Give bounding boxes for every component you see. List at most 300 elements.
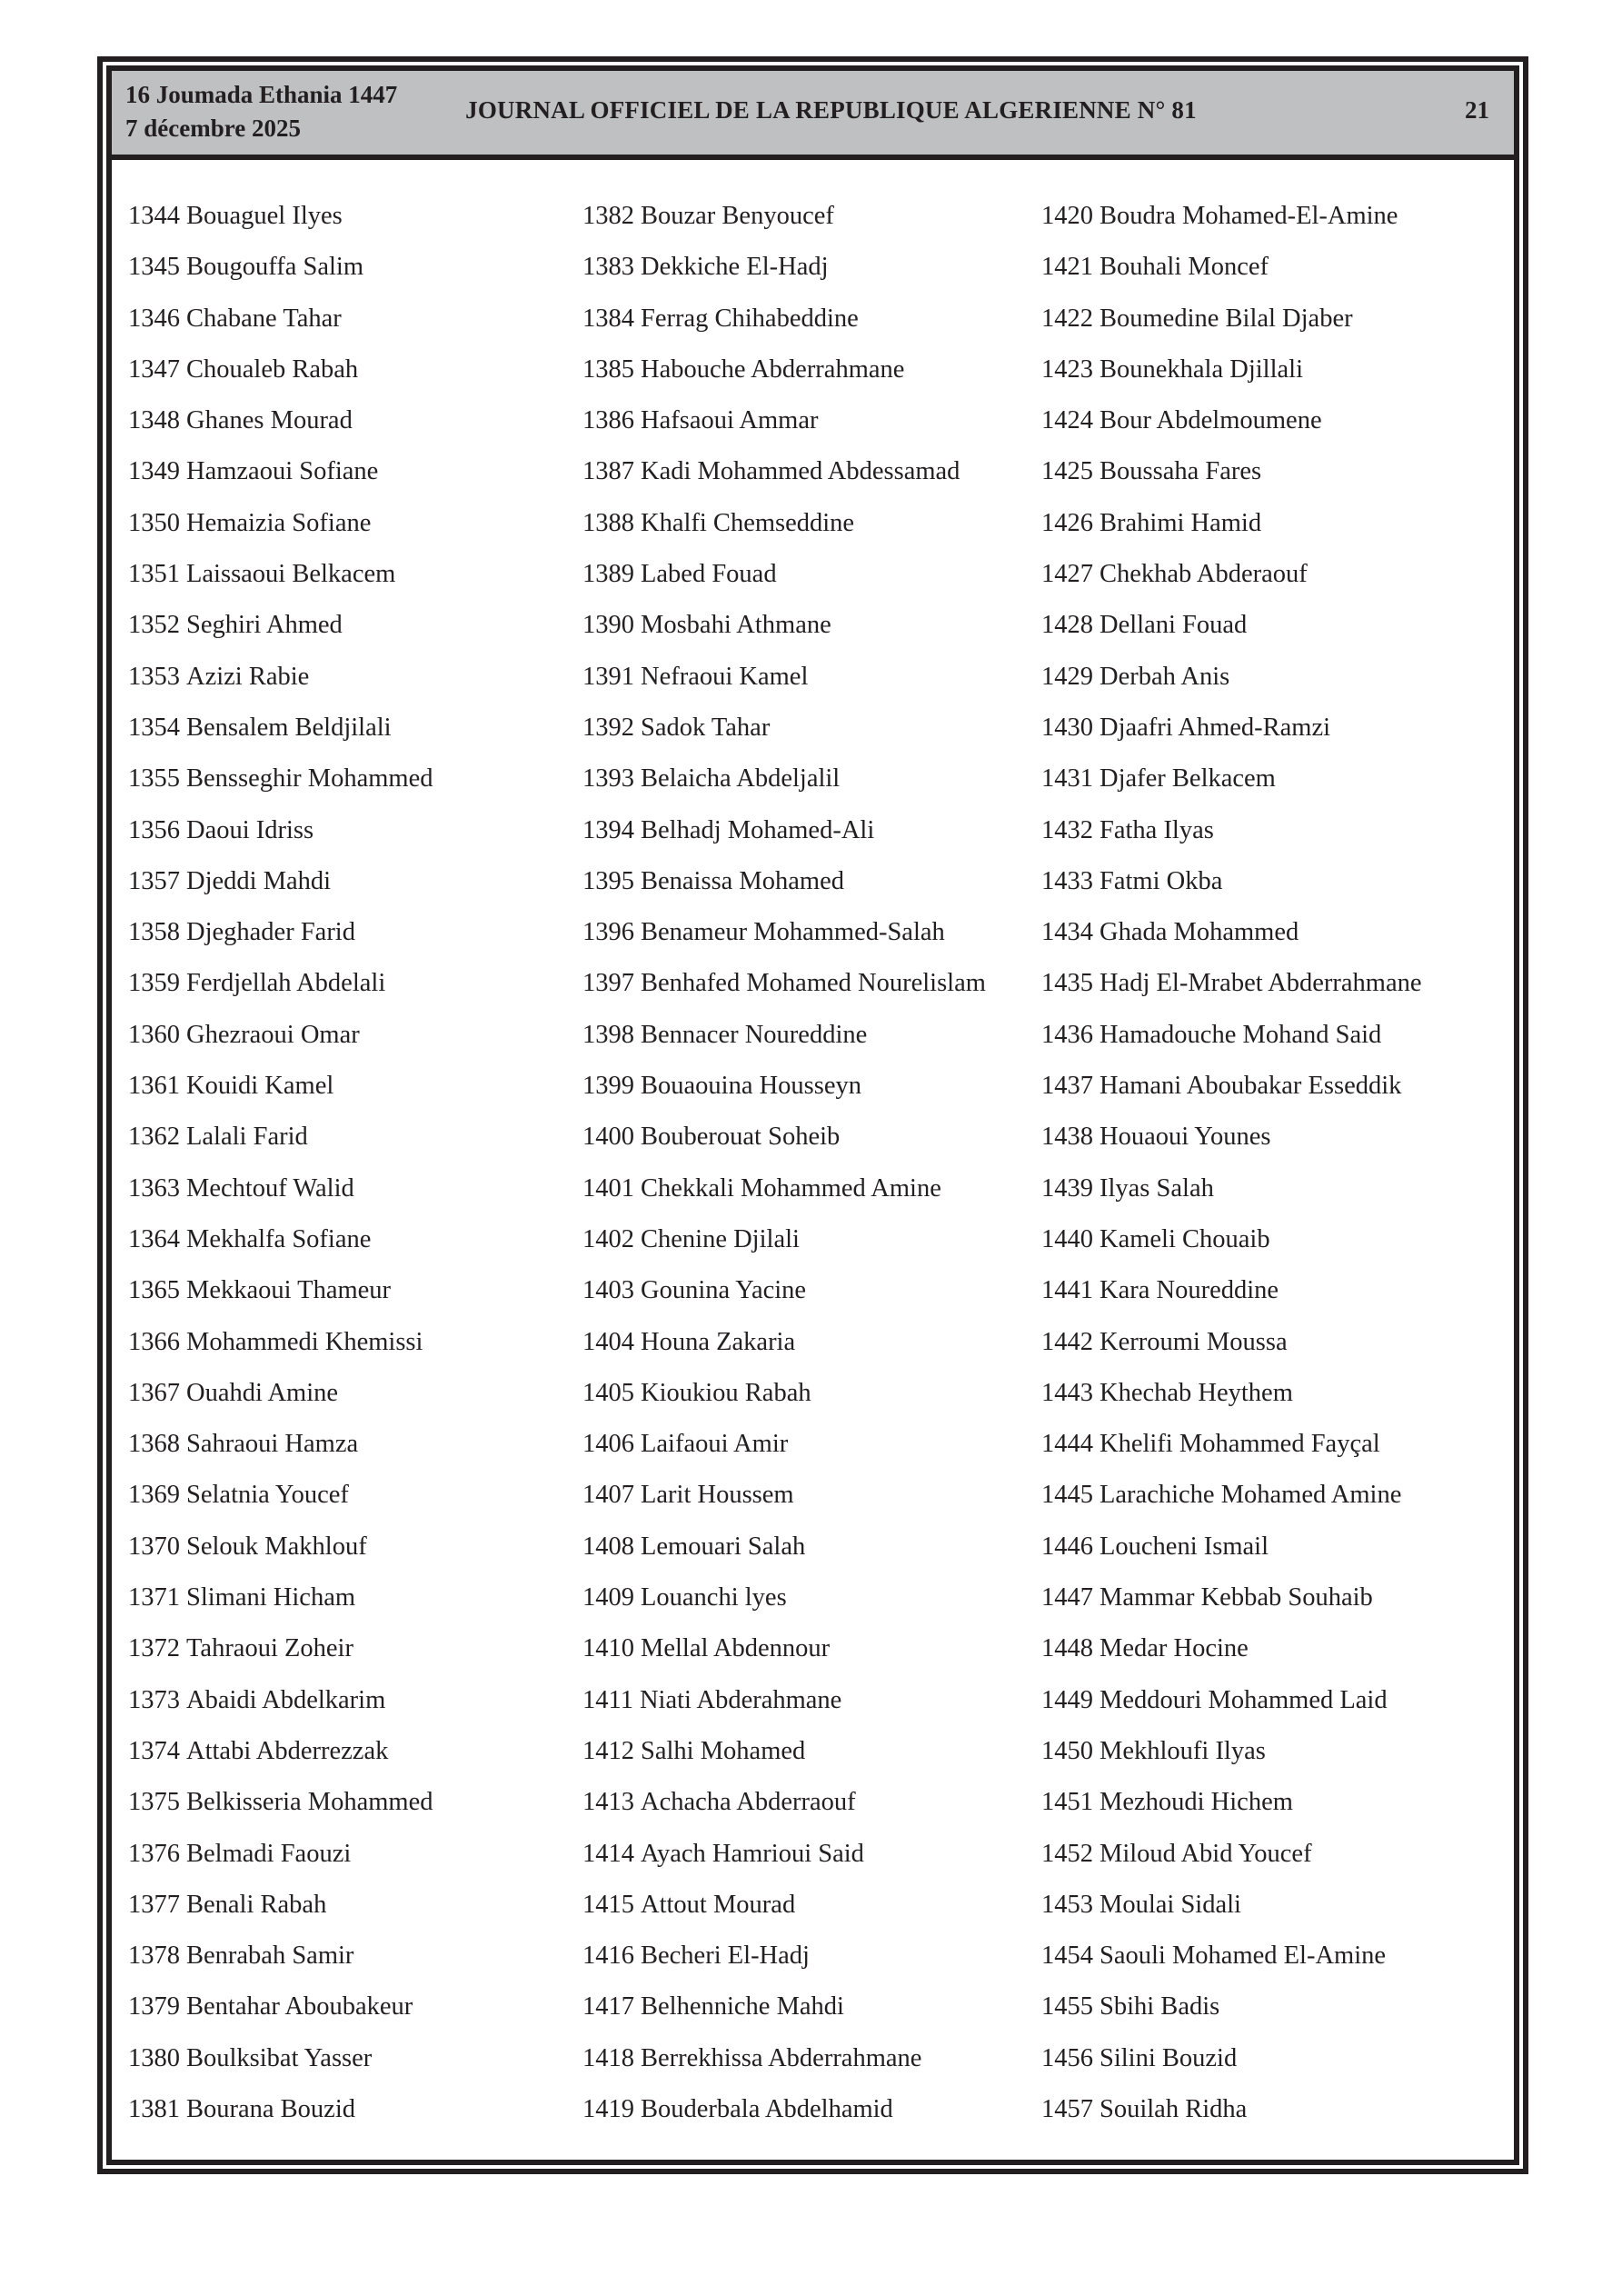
entry-name: Hadj El-Mrabet Abderrahmane (1100, 969, 1422, 998)
entry-name: Boumedine Bilal Djaber (1100, 304, 1353, 333)
list-item (1041, 2033, 1422, 2084)
list-item (128, 1368, 433, 1419)
entry-name: Houna Zakaria (641, 1327, 796, 1356)
entry-name: Benaissa Mohamed (641, 866, 844, 895)
list-item (582, 294, 986, 344)
list-item (128, 2084, 433, 2135)
list-item (582, 395, 986, 446)
list-item (582, 549, 986, 600)
list-item (582, 1623, 986, 1674)
entry-name: Belkisseria Mohammed (186, 1788, 433, 1817)
list-item (582, 1112, 986, 1163)
list-item (1041, 549, 1422, 600)
entry-number: 1362 (128, 1123, 180, 1152)
entry-number: 1376 (128, 1839, 180, 1868)
column-2 (582, 191, 986, 2135)
entry-number: 1378 (128, 1942, 180, 1971)
entry-number: 1387 (582, 457, 634, 486)
entry-name: Benali Rabah (186, 1890, 327, 1919)
list-item (1041, 1726, 1422, 1777)
entry-number: 1345 (128, 253, 180, 282)
list-item (1041, 1470, 1422, 1521)
list-item (1041, 1368, 1422, 1419)
list-item (128, 191, 433, 242)
entry-number: 1415 (582, 1890, 634, 1919)
entry-number: 1371 (128, 1583, 180, 1612)
entry-number: 1430 (1041, 713, 1093, 742)
list-item (128, 1522, 433, 1572)
list-item (582, 2033, 986, 2084)
list-item (128, 1317, 433, 1368)
entry-number: 1420 (1041, 202, 1093, 230)
entry-number: 1408 (582, 1532, 634, 1561)
list-item (128, 856, 433, 907)
entry-name: Djeghader Farid (186, 918, 355, 947)
list-item (582, 703, 986, 754)
entry-number: 1374 (128, 1736, 180, 1765)
entry-name: Bouaouina Housseyn (641, 1072, 862, 1101)
entry-name: Hamadouche Mohand Said (1100, 1020, 1382, 1049)
entry-name: Kadi Mohammed Abdessamad (641, 457, 960, 486)
entry-name: Houaoui Younes (1100, 1123, 1271, 1152)
list-item (582, 907, 986, 958)
list-item (1041, 1777, 1422, 1828)
hijri-date: 16 Joumada Ethania 1447 (125, 81, 398, 108)
entry-number: 1425 (1041, 457, 1093, 486)
entry-name: Salhi Mohamed (641, 1736, 806, 1765)
entry-number: 1365 (128, 1276, 180, 1305)
list-item (128, 1829, 433, 1880)
entry-number: 1442 (1041, 1327, 1093, 1356)
list-item (1041, 498, 1422, 549)
entry-number: 1429 (1041, 662, 1093, 691)
list-item (128, 652, 433, 703)
list-item (582, 958, 986, 1009)
entry-name: Mohammedi Khemissi (186, 1327, 423, 1356)
entry-name: Bouaguel Ilyes (186, 202, 343, 230)
entry-name: Mezhoudi Hichem (1100, 1788, 1293, 1817)
list-item (582, 1265, 986, 1316)
entry-name: Bennacer Noureddine (641, 1020, 868, 1049)
entry-number: 1363 (128, 1173, 180, 1203)
entry-number: 1438 (1041, 1123, 1093, 1152)
entry-number: 1427 (1041, 560, 1093, 589)
entry-number: 1417 (582, 1992, 634, 2021)
list-item (1041, 1010, 1422, 1061)
entry-number: 1372 (128, 1634, 180, 1663)
entry-number: 1447 (1041, 1583, 1093, 1612)
list-item (1041, 1829, 1422, 1880)
entry-number: 1441 (1041, 1276, 1093, 1305)
entry-name: Gounina Yacine (641, 1276, 807, 1305)
entry-name: Hemaizia Sofiane (186, 508, 372, 537)
list-item (582, 446, 986, 497)
entry-number: 1407 (582, 1481, 634, 1510)
entry-name: Achacha Abderraouf (641, 1788, 856, 1817)
entry-name: Ferdjellah Abdelali (186, 969, 386, 998)
entry-number: 1380 (128, 2043, 180, 2072)
entry-name: Bensseghir Mohammed (186, 764, 433, 794)
entry-name: Hafsaoui Ammar (641, 406, 819, 435)
entry-name: Kameli Chouaib (1100, 1224, 1270, 1253)
entry-name: Medar Hocine (1100, 1634, 1249, 1663)
entry-number: 1434 (1041, 918, 1093, 947)
list-item (582, 498, 986, 549)
entry-name: Djafer Belkacem (1100, 764, 1276, 794)
entry-name: Kioukiou Rabah (641, 1378, 811, 1407)
list-item (1041, 1061, 1422, 1112)
list-item (1041, 703, 1422, 754)
list-item (582, 1317, 986, 1368)
entry-number: 1357 (128, 866, 180, 895)
entry-number: 1367 (128, 1378, 180, 1407)
entry-number: 1409 (582, 1583, 634, 1612)
entry-number: 1449 (1041, 1685, 1093, 1714)
list-item (1041, 1112, 1422, 1163)
entry-name: Choualeb Rabah (186, 354, 359, 384)
entry-number: 1450 (1041, 1736, 1093, 1765)
entry-name: Kouidi Kamel (186, 1072, 334, 1101)
list-item (582, 1675, 986, 1726)
list-item (582, 1010, 986, 1061)
entry-number: 1444 (1041, 1430, 1093, 1459)
entry-number: 1413 (582, 1788, 634, 1817)
entry-name: Fatha Ilyas (1100, 815, 1214, 844)
entry-name: Laissaoui Belkacem (186, 560, 396, 589)
entry-number: 1406 (582, 1430, 634, 1459)
entry-number: 1400 (582, 1123, 634, 1152)
list-item (582, 1726, 986, 1777)
entry-name: Djeddi Mahdi (186, 866, 332, 895)
entry-name: Chabane Tahar (186, 304, 342, 333)
page-frame-outer (97, 56, 1528, 2174)
list-item (128, 446, 433, 497)
list-item (1041, 446, 1422, 497)
list-item (582, 1777, 986, 1828)
list-item (1041, 395, 1422, 446)
entry-name: Laifaoui Amir (641, 1430, 789, 1459)
list-item (128, 600, 433, 651)
entry-number: 1414 (582, 1839, 634, 1868)
list-item (1041, 1623, 1422, 1674)
entry-number: 1351 (128, 560, 180, 589)
list-item (128, 1675, 433, 1726)
entry-name: Belhenniche Mahdi (641, 1992, 844, 2021)
entry-number: 1344 (128, 202, 180, 230)
entry-name: Boudra Mohamed-El-Amine (1100, 202, 1398, 230)
entry-name: Lemouari Salah (641, 1532, 806, 1561)
entry-number: 1348 (128, 406, 180, 435)
entry-number: 1364 (128, 1224, 180, 1253)
entry-name: Meddouri Mohammed Laid (1100, 1685, 1388, 1714)
entry-number: 1412 (582, 1736, 634, 1765)
list-item (128, 1777, 433, 1828)
entry-name: Bouzar Benyoucef (641, 202, 834, 230)
entry-number: 1366 (128, 1327, 180, 1356)
list-item (1041, 1931, 1422, 1982)
entry-number: 1433 (1041, 866, 1093, 895)
entry-number: 1411 (582, 1685, 633, 1714)
entry-name: Dellani Fouad (1100, 611, 1248, 640)
page-number: 21 (1465, 96, 1489, 124)
list-item (582, 1982, 986, 2032)
entry-name: Khelifi Mohammed Fayçal (1100, 1430, 1380, 1459)
list-item (1041, 191, 1422, 242)
column-1 (128, 191, 433, 2135)
entry-number: 1446 (1041, 1532, 1093, 1561)
entry-name: Attout Mourad (641, 1890, 796, 1919)
entry-number: 1346 (128, 304, 180, 333)
entry-name: Niati Abderahmane (639, 1685, 842, 1714)
list-item (1041, 1982, 1422, 2032)
list-item (128, 1880, 433, 1931)
list-item (128, 242, 433, 293)
list-item (1041, 1419, 1422, 1470)
list-item (1041, 1675, 1422, 1726)
entry-name: Tahraoui Zoheir (186, 1634, 353, 1663)
entry-name: Berrekhissa Abderrahmane (641, 2043, 922, 2072)
entry-number: 1401 (582, 1173, 634, 1203)
entry-number: 1361 (128, 1072, 180, 1101)
list-item (128, 958, 433, 1009)
list-item (1041, 907, 1422, 958)
list-item (128, 1572, 433, 1623)
entry-number: 1354 (128, 713, 180, 742)
list-item (1041, 242, 1422, 293)
entry-name: Mekhalfa Sofiane (186, 1224, 372, 1253)
entry-name: Larit Houssem (641, 1481, 794, 1510)
list-item (582, 754, 986, 804)
entry-number: 1397 (582, 969, 634, 998)
entry-name: Benameur Mohammed-Salah (641, 918, 945, 947)
entry-name: Daoui Idriss (186, 815, 314, 844)
entry-name: Ilyas Salah (1100, 1173, 1214, 1203)
entry-name: Benrabah Samir (186, 1942, 354, 1971)
entry-name: Khalfi Chemseddine (641, 508, 855, 537)
gregorian-date: 7 décembre 2025 (125, 115, 301, 142)
entry-number: 1389 (582, 560, 634, 589)
entry-name: Sahraoui Hamza (186, 1430, 359, 1459)
entry-name: Chekkali Mohammed Amine (641, 1173, 941, 1203)
entry-number: 1424 (1041, 406, 1093, 435)
entry-number: 1451 (1041, 1788, 1093, 1817)
list-item (582, 1931, 986, 1982)
entry-name: Seghiri Ahmed (186, 611, 343, 640)
entry-name: Bouderbala Abdelhamid (641, 2094, 893, 2123)
entry-name: Souilah Ridha (1100, 2094, 1248, 2123)
list-item (582, 652, 986, 703)
list-item (128, 549, 433, 600)
entry-name: Lalali Farid (186, 1123, 308, 1152)
entry-number: 1392 (582, 713, 634, 742)
list-item (582, 600, 986, 651)
list-item (1041, 754, 1422, 804)
list-item (1041, 600, 1422, 651)
entry-name: Ghada Mohammed (1100, 918, 1299, 947)
list-item (128, 703, 433, 754)
entry-number: 1347 (128, 354, 180, 384)
entry-name: Bouberouat Soheib (641, 1123, 841, 1152)
list-item (582, 1470, 986, 1521)
list-item (128, 344, 433, 395)
entry-name: Bougouffa Salim (186, 253, 364, 282)
list-item (582, 191, 986, 242)
entry-name: Ferrag Chihabeddine (641, 304, 859, 333)
entry-number: 1404 (582, 1327, 634, 1356)
entry-number: 1393 (582, 764, 634, 794)
entry-name: Sadok Tahar (641, 713, 771, 742)
list-item (128, 754, 433, 804)
entry-number: 1435 (1041, 969, 1093, 998)
list-item (128, 1623, 433, 1674)
entry-name: Miloud Abid Youcef (1100, 1839, 1312, 1868)
entry-number: 1419 (582, 2094, 634, 2123)
entry-number: 1439 (1041, 1173, 1093, 1203)
entry-name: Azizi Rabie (186, 662, 310, 691)
list-item (128, 1931, 433, 1982)
entry-name: Dekkiche El-Hadj (641, 253, 829, 282)
entry-name: Benhafed Mohamed Nourelislam (641, 969, 986, 998)
entry-number: 1360 (128, 1020, 180, 1049)
list-item (128, 1214, 433, 1265)
list-item (582, 1163, 986, 1214)
entry-number: 1349 (128, 457, 180, 486)
list-item (1041, 856, 1422, 907)
entry-number: 1350 (128, 508, 180, 537)
list-item (1041, 1880, 1422, 1931)
entry-name: Belhadj Mohamed-Ali (641, 815, 875, 844)
entry-number: 1358 (128, 918, 180, 947)
entry-name: Becheri El-Hadj (641, 1942, 810, 1971)
entry-number: 1377 (128, 1890, 180, 1919)
entry-name: Saouli Mohamed El-Amine (1100, 1942, 1387, 1971)
list-item (128, 1726, 433, 1777)
list-item (582, 1061, 986, 1112)
entry-name: Habouche Abderrahmane (641, 354, 905, 384)
entry-number: 1410 (582, 1634, 634, 1663)
entry-name: Chenine Djilali (641, 1224, 800, 1253)
entry-name: Moulai Sidali (1100, 1890, 1241, 1919)
page-header (112, 71, 1514, 160)
entry-name: Boulksibat Yasser (186, 2043, 373, 2072)
entry-number: 1423 (1041, 354, 1093, 384)
entry-number: 1369 (128, 1481, 180, 1510)
entry-number: 1375 (128, 1788, 180, 1817)
entry-number: 1381 (128, 2094, 180, 2123)
entry-number: 1440 (1041, 1224, 1093, 1253)
entry-number: 1456 (1041, 2043, 1093, 2072)
journal-title: JOURNAL OFFICIEL DE LA REPUBLIQUE ALGERIENNE N° 81 (465, 96, 1197, 124)
entry-number: 1386 (582, 406, 634, 435)
entry-number: 1443 (1041, 1378, 1093, 1407)
entry-number: 1373 (128, 1685, 180, 1714)
list-item (582, 1522, 986, 1572)
entry-number: 1383 (582, 253, 634, 282)
entry-number: 1368 (128, 1430, 180, 1459)
list-item (582, 1880, 986, 1931)
list-item (582, 1829, 986, 1880)
entry-number: 1428 (1041, 611, 1093, 640)
entry-name: Bour Abdelmoumene (1100, 406, 1322, 435)
entry-name: Ayach Hamrioui Said (641, 1839, 864, 1868)
entry-name: Selatnia Youcef (186, 1481, 349, 1510)
list-item (582, 856, 986, 907)
entry-name: Louanchi lyes (641, 1583, 787, 1612)
entry-number: 1395 (582, 866, 634, 895)
entry-name: Boussaha Fares (1100, 457, 1262, 486)
list-item (128, 395, 433, 446)
entry-name: Mellal Abdennour (641, 1634, 831, 1663)
entry-name: Brahimi Hamid (1100, 508, 1262, 537)
entry-number: 1418 (582, 2043, 634, 2072)
entry-number: 1396 (582, 918, 634, 947)
entry-name: Khechab Heythem (1100, 1378, 1293, 1407)
entry-number: 1431 (1041, 764, 1093, 794)
entry-number: 1359 (128, 969, 180, 998)
entry-name: Silini Bouzid (1100, 2043, 1238, 2072)
entry-name: Mekhloufi Ilyas (1100, 1736, 1266, 1765)
entry-number: 1390 (582, 611, 634, 640)
list-item (128, 1010, 433, 1061)
entry-number: 1398 (582, 1020, 634, 1049)
entry-number: 1384 (582, 304, 634, 333)
entry-name: Chekhab Abderaouf (1100, 560, 1308, 589)
list-item (128, 2033, 433, 2084)
page-frame-inner (106, 65, 1519, 2165)
entry-number: 1437 (1041, 1072, 1093, 1101)
entry-name: Slimani Hicham (186, 1583, 356, 1612)
entry-name: Selouk Makhlouf (186, 1532, 367, 1561)
column-3 (1041, 191, 1422, 2135)
entry-number: 1422 (1041, 304, 1093, 333)
entry-number: 1385 (582, 354, 634, 384)
entry-name: Bourana Bouzid (186, 2094, 356, 2123)
entry-name: Nefraoui Kamel (641, 662, 809, 691)
entry-name: Bouhali Moncef (1100, 253, 1269, 282)
entry-number: 1426 (1041, 508, 1093, 537)
list-item (1041, 1265, 1422, 1316)
list-item (1041, 1163, 1422, 1214)
entry-number: 1454 (1041, 1942, 1093, 1971)
entry-name: Ghanes Mourad (186, 406, 353, 435)
list-item (1041, 294, 1422, 344)
list-item (128, 1112, 433, 1163)
list-item (582, 805, 986, 856)
entry-number: 1405 (582, 1378, 634, 1407)
entry-name: Belaicha Abdeljalil (641, 764, 841, 794)
entry-number: 1457 (1041, 2094, 1093, 2123)
list-item (582, 242, 986, 293)
list-item (582, 1419, 986, 1470)
entry-number: 1355 (128, 764, 180, 794)
entry-number: 1394 (582, 815, 634, 844)
entry-number: 1352 (128, 611, 180, 640)
entry-number: 1453 (1041, 1890, 1093, 1919)
entry-name: Belmadi Faouzi (186, 1839, 352, 1868)
entry-number: 1370 (128, 1532, 180, 1561)
list-item (128, 1419, 433, 1470)
entry-name: Mammar Kebbab Souhaib (1100, 1583, 1373, 1612)
entry-name: Sbihi Badis (1100, 1992, 1220, 2021)
entry-number: 1356 (128, 815, 180, 844)
entry-name: Ouahdi Amine (186, 1378, 339, 1407)
entry-name: Bounekhala Djillali (1100, 354, 1303, 384)
entry-name: Fatmi Okba (1100, 866, 1223, 895)
list-item (128, 294, 433, 344)
list-item (582, 344, 986, 395)
entry-number: 1402 (582, 1224, 634, 1253)
list-item (128, 805, 433, 856)
